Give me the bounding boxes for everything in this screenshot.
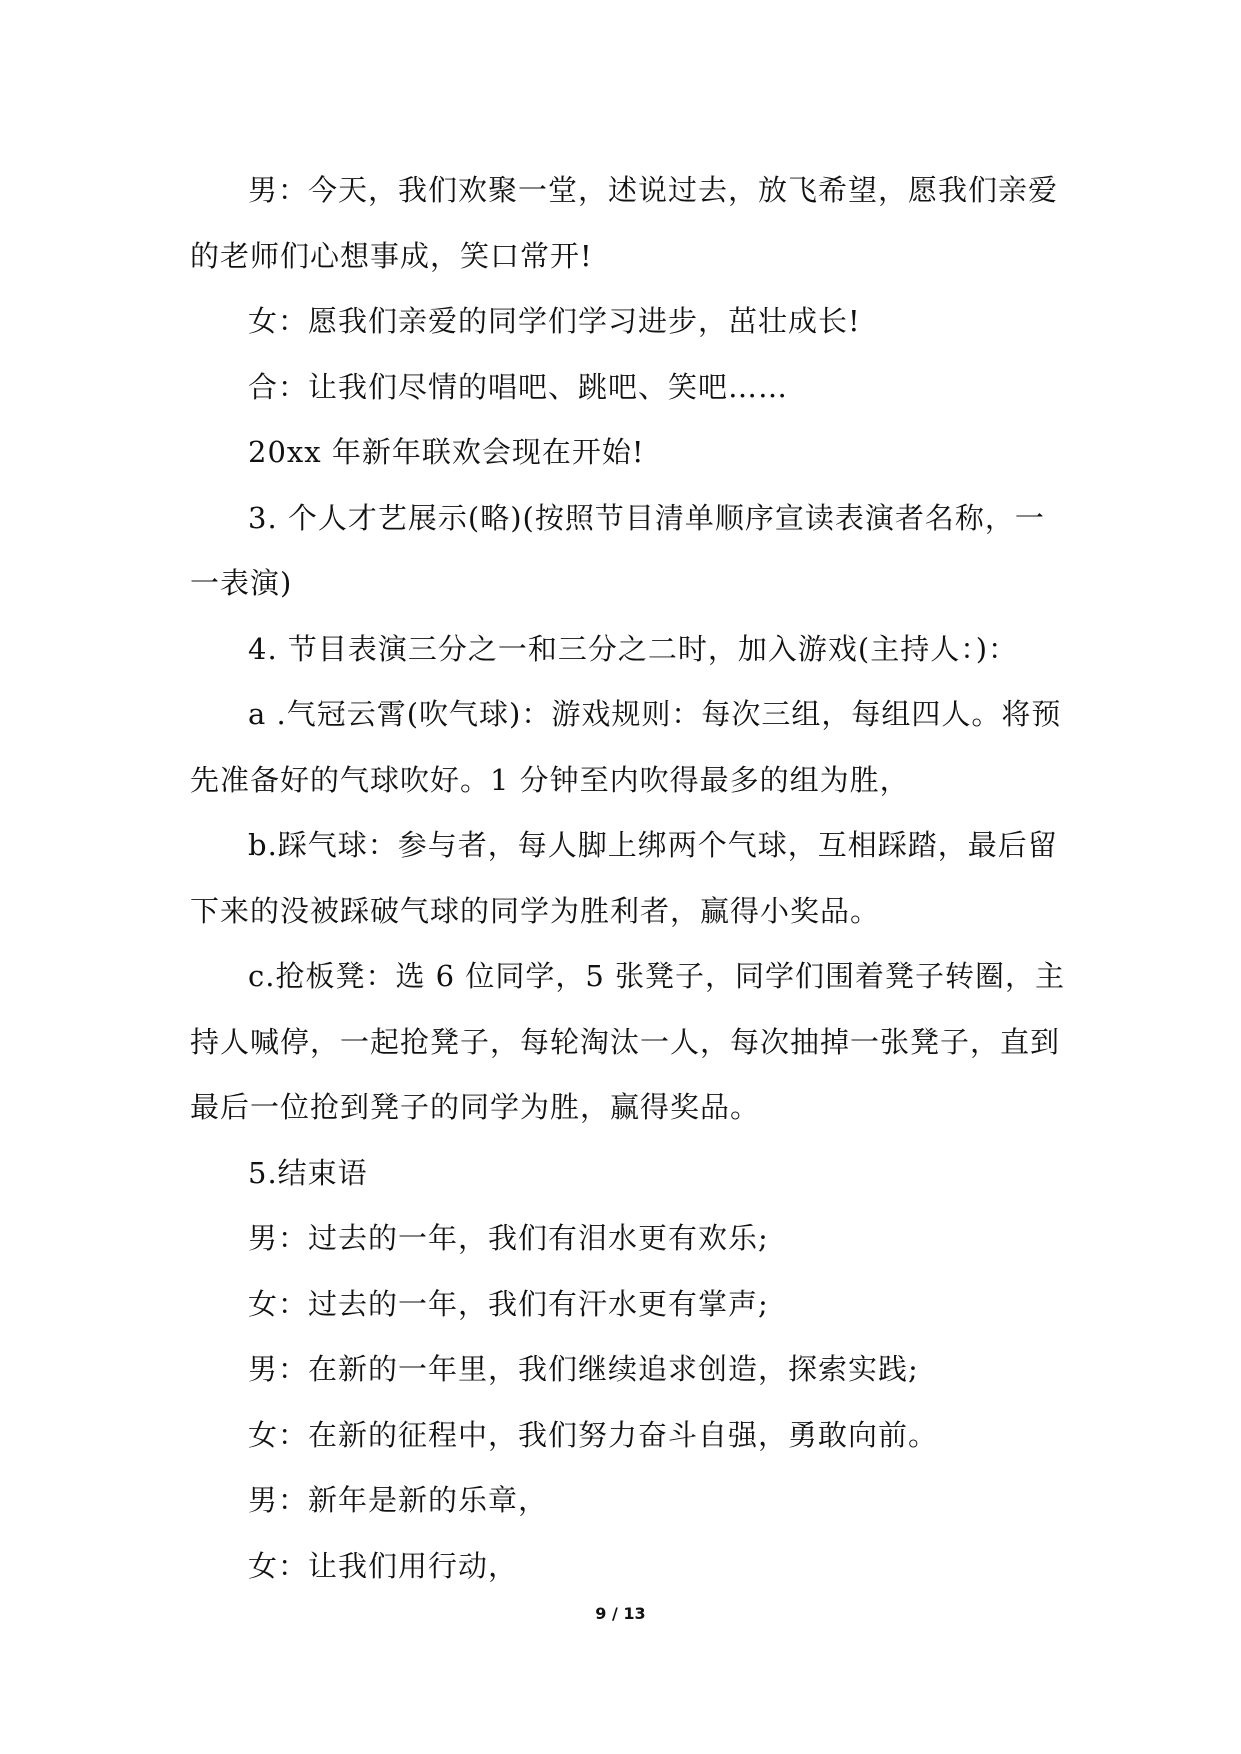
- paragraph: 男：过去的一年，我们有泪水更有欢乐;: [248, 1221, 769, 1255]
- paragraph: 男：今天，我们欢聚一堂，述说过去，放飞希望，愿我们亲爱的老师们心想事成，笑口常开!: [190, 173, 1059, 273]
- paragraph: b.踩气球：参与者，每人脚上绑两个气球，互相踩踏，最后留下来的没被踩破气球的同学为胜利者，赢得小奖品。: [190, 828, 1058, 928]
- paragraph: 女：在新的征程中，我们努力奋斗自强，勇敢向前。: [248, 1417, 939, 1452]
- page-number: 9 / 13: [595, 1604, 646, 1623]
- paragraph: 3. 个人才艺展示(略)(按照节目清单顺序宣读表演者名称，一一表演): [190, 500, 1045, 600]
- paragraph: 女：愿我们亲爱的同学们学习进步，茁壮成长!: [248, 304, 861, 338]
- paragraph: 女：让我们用行动，: [248, 1548, 519, 1583]
- paragraph: 20xx 年新年联欢会现在开始!: [248, 435, 645, 469]
- paragraph: 4. 节目表演三分之一和三分之二时，加入游戏(主持人：)：: [248, 631, 1019, 666]
- paragraph: 男：新年是新的乐章，: [248, 1483, 549, 1517]
- paragraph: 合：让我们尽情的唱吧、跳吧、笑吧……: [248, 369, 789, 404]
- paragraph: c.抢板凳：选 6 位同学，5 张凳子，同学们围着凳子转圈，主持人喊停，一起抢凳子，每轮淘汰一人，每次抽掉一张凳子，直到最后一位抢到凳子的同学为胜，赢得奖品。: [190, 959, 1066, 1124]
- paragraph: 男：在新的一年里，我们继续追求创造，探索实践;: [248, 1352, 919, 1386]
- paragraph: a .气冠云霄(吹气球)：游戏规则：每次三组，每组四人。将预先准备好的气球吹好。1 分钟至内吹得最多的组为胜，: [190, 697, 1062, 797]
- paragraph: 女：过去的一年，我们有汗水更有掌声;: [248, 1286, 769, 1321]
- paragraph: 5.结束语: [248, 1155, 368, 1190]
- document-body: [190, 158, 1070, 1599]
